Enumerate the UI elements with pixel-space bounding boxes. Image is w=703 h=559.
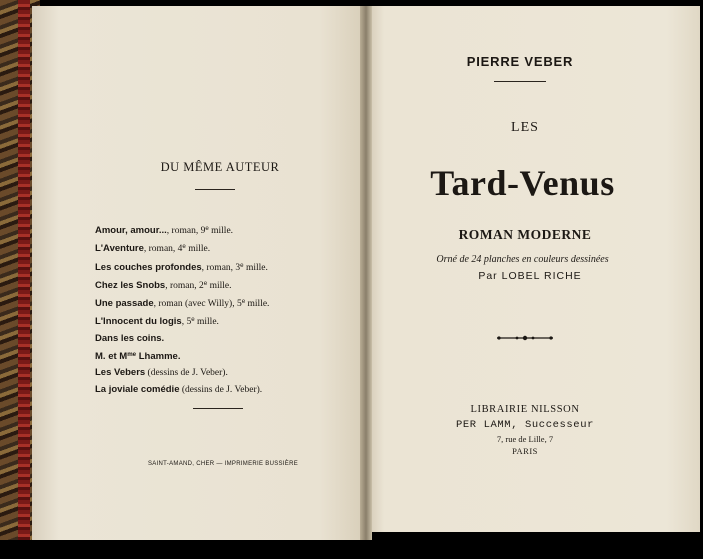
list-rule [193,408,243,409]
list-item: Les couches profondes, roman, 3e mille. [95,261,268,273]
book-subtitle: ROMAN MODERNE [458,227,592,242]
list-item: Une passade, roman (avec Willy), 5e mille. [95,298,270,310]
book-title: Tard-Venus [430,163,615,203]
publisher-successor: PER LAMM, Successeur [455,419,595,431]
list-item: L'Aventure, roman, 4e mille. [95,243,211,255]
list-item: Chez les Snobs, roman, 2e mille. [95,279,232,291]
list-item: La joviale comédie (dessins de J. Veber). [95,383,263,395]
publisher-city: PARIS [512,446,538,456]
illustrations-note: Orné de 24 planches en couleurs dessinées [436,254,609,265]
author-name: PIERRE VEBER [466,54,574,69]
book-edge-red [18,0,30,540]
list-item: L'Innocent du logis, 5e mille. [95,316,219,328]
printer-imprint: SAINT-AMAND, CHER — IMPRIMERIE BUSSIÈRE [147,461,299,467]
list-item: Dans les coins. [95,332,165,344]
list-item: M. et $M^{me}$ Lhamme. [95,351,181,363]
list-item: Les Vebers (dessins de J. Veber). [95,367,228,379]
list-item: Amour, amour..., roman, 9e mille. [95,225,234,236]
book-gutter [360,6,372,540]
illustrator-credit: Par LOBEL RICHE [478,270,582,282]
publisher-address: 7, rue de Lille, 7 [496,434,554,444]
heading-rule [195,189,235,190]
title-prefix: LES [511,120,539,135]
author-rule [494,81,546,82]
publisher-name: LIBRAIRIE NILSSON [470,404,580,415]
ornament-divider [495,334,555,342]
works-list [95,221,335,398]
also-by-heading: DU MÊME AUTEUR [160,160,280,174]
